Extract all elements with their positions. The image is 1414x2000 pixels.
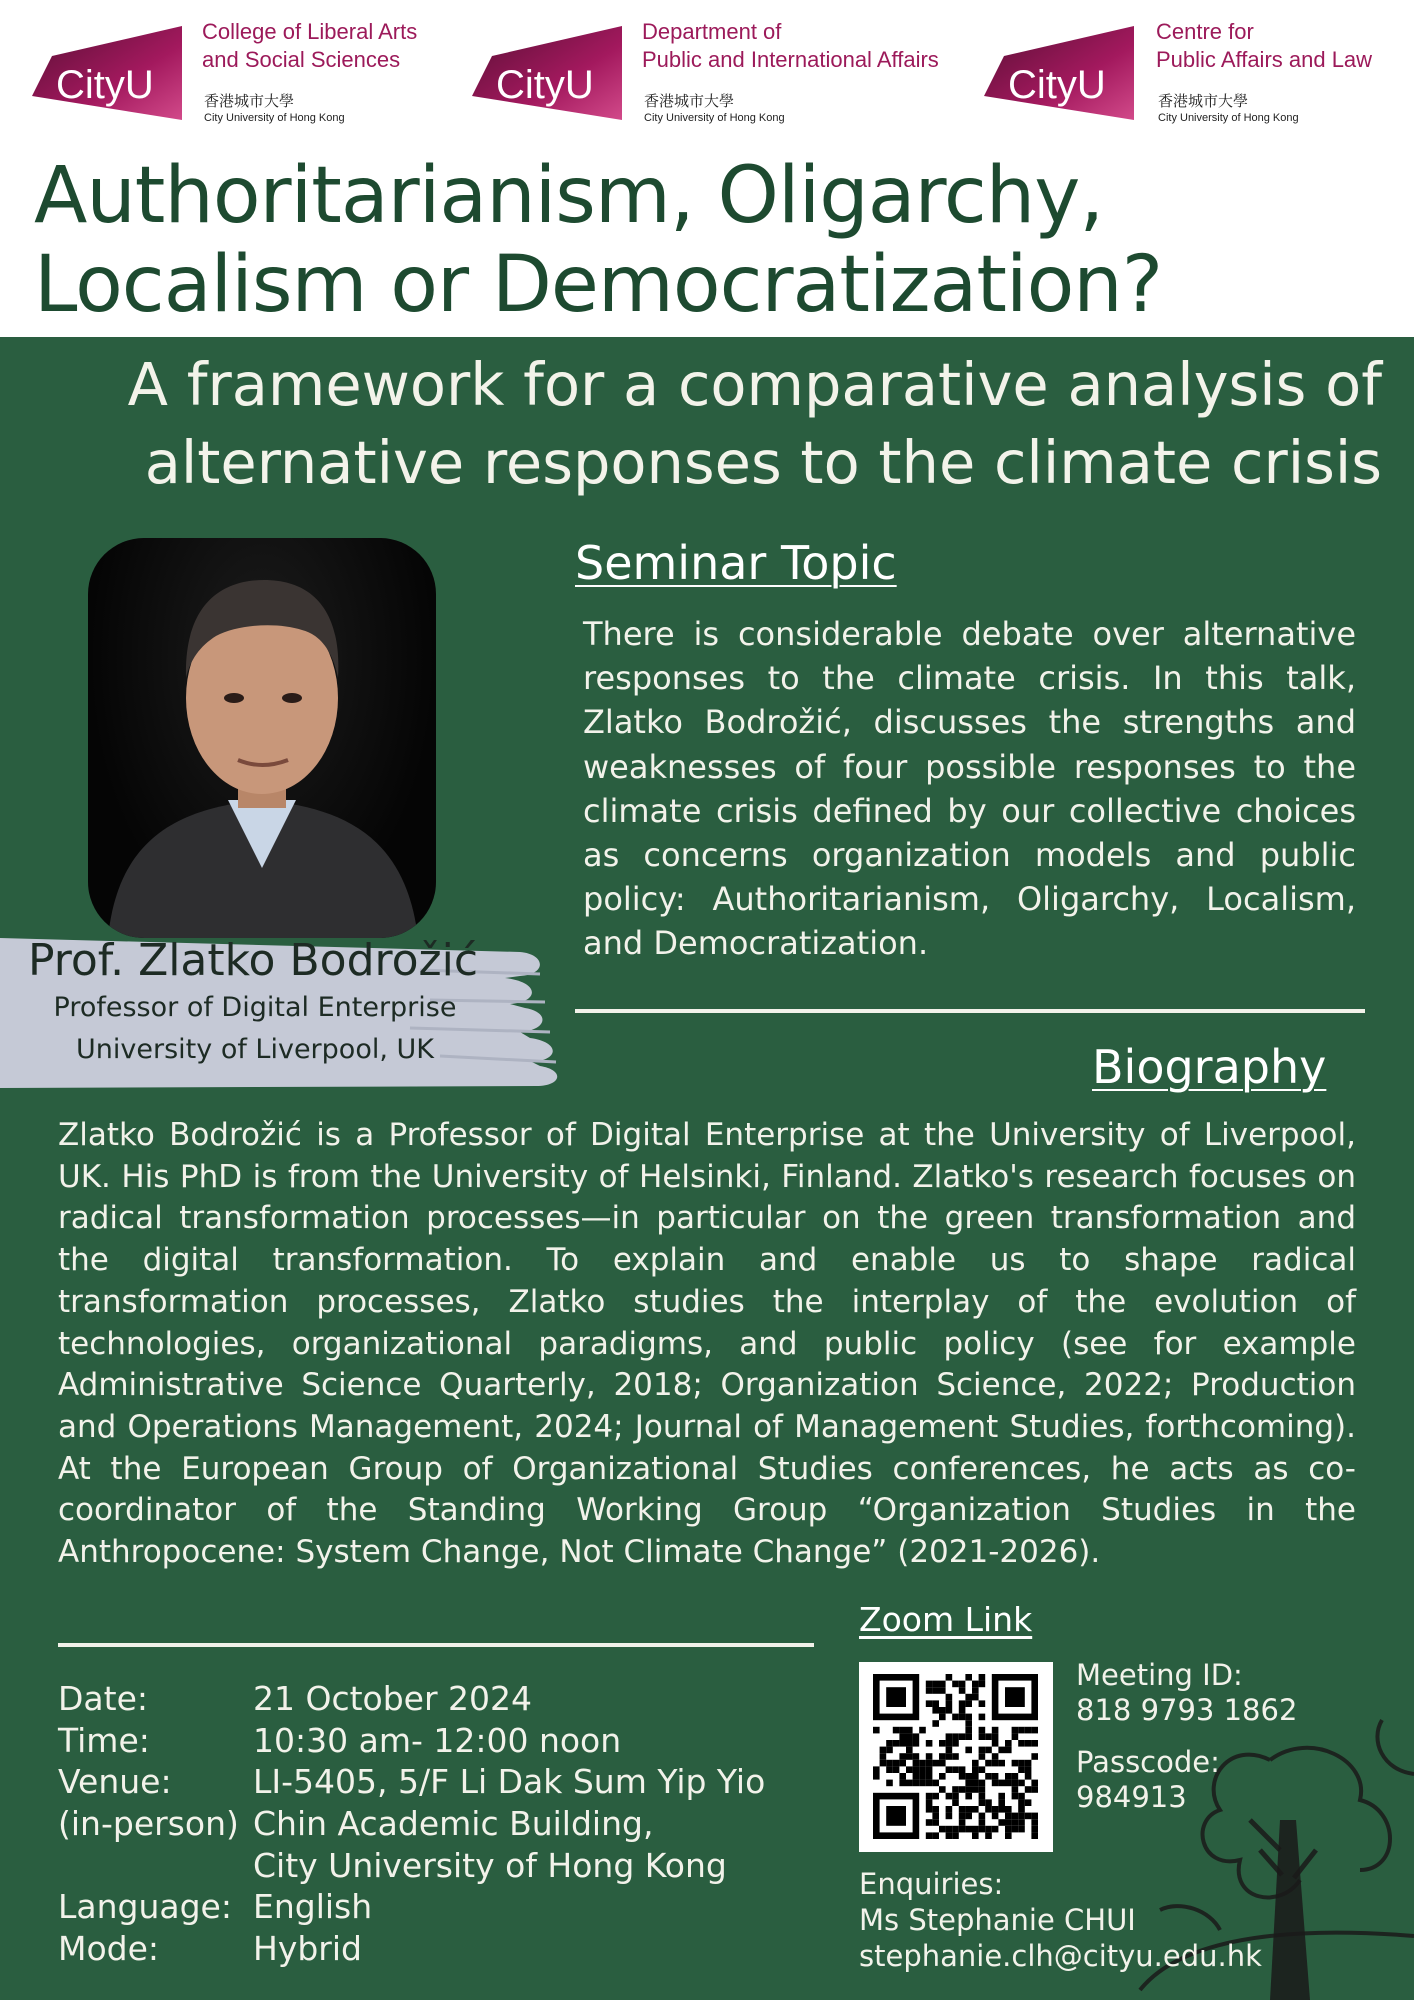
meeting-info xyxy=(1076,1658,1297,1728)
cityu-logo-icon xyxy=(32,22,182,122)
enquiries xyxy=(859,1866,1262,1974)
meeting-id-value: 818 9793 1862 xyxy=(1076,1693,1298,1727)
venue-line2: Chin Academic Building, xyxy=(253,1804,654,1844)
cityu-logo-icon xyxy=(472,22,622,122)
passcode-value: 984913 xyxy=(1076,1780,1187,1814)
logo-line1: College of Liberal Arts xyxy=(202,19,418,44)
date-value: 21 October 2024 xyxy=(253,1679,533,1718)
enquiries-label: Enquiries: xyxy=(859,1867,1004,1901)
mode-label: Mode: xyxy=(58,1929,160,1969)
speaker-photo xyxy=(88,538,436,938)
title-line1: Authoritarianism, Oligarchy, xyxy=(34,151,1104,241)
passcode-info xyxy=(1076,1745,1220,1815)
qr-code[interactable] xyxy=(859,1662,1053,1852)
language-label: Language: xyxy=(58,1887,232,1927)
logo-line2: Public and International Affairs xyxy=(642,47,939,72)
biography-heading: Biography xyxy=(1092,1040,1327,1094)
qr-code-icon xyxy=(859,1662,1053,1852)
logo-line2: Public Affairs and Law xyxy=(1156,47,1373,72)
cityu-logo-icon xyxy=(984,22,1134,122)
svg-text:CityU: CityU xyxy=(496,63,594,107)
enquiries-contact-name: Ms Stephanie CHUI xyxy=(859,1903,1136,1937)
logo-line1: Centre for xyxy=(1156,19,1254,44)
divider xyxy=(575,1009,1365,1013)
svg-text:CityU: CityU xyxy=(56,63,154,107)
logo-university: City University of Hong Kong xyxy=(1158,112,1299,124)
biography-text: Zlatko Bodrožić is a Professor of Digital Enterprise at the University of Liverpool, UK. His PhD is from the University of Helsinki, Finland. Zlatko's research focuses on radical transformation processes—in particular on the green transformation and the digital transformation. To explain and enable us to shape radical transformation processes, Zlatko studies the interplay of the evolution of technologies, organizational paradigms, and public policy (see for example Administrative Science Quarterly, 2018; Organization Science, 2022; Production and Operations Management, 2024; Journal of Management Studies, forthcoming). At the European Group of Organizational Studies conferences, he acts as co-coordinator of the Standing Working Group “Organization Studies in the Anthropocene: System Change, Not Climate Change” (2021-2026). xyxy=(58,1117,1356,1571)
logo-line2: and Social Sciences xyxy=(202,47,401,72)
venue-line3: City University of Hong Kong xyxy=(253,1845,727,1885)
speaker-portrait-icon xyxy=(88,538,436,938)
logo-line1: Department of xyxy=(642,19,782,44)
logo-centre-law xyxy=(984,18,1404,138)
logo-public-affairs xyxy=(472,18,962,138)
poster-title xyxy=(34,152,1394,330)
language-value: English xyxy=(253,1887,373,1927)
logo-chinese: 香港城市大學 xyxy=(644,93,735,110)
venue-mode-label: (in-person) xyxy=(58,1804,239,1844)
speaker-affiliation: University of Liverpool, UK xyxy=(76,1034,434,1065)
venue-line1: LI-5405, 5/F Li Dak Sum Yip Yio xyxy=(253,1762,766,1802)
poster-subtitle xyxy=(20,346,1382,502)
svg-text:CityU: CityU xyxy=(1008,63,1106,107)
date-label: Date: xyxy=(58,1679,148,1718)
mode-value: Hybrid xyxy=(253,1929,362,1969)
seminar-topic-heading: Seminar Topic xyxy=(575,536,897,590)
subtitle-line1: A framework for a comparative analysis of xyxy=(127,350,1382,419)
enquiries-email[interactable]: stephanie.clh@cityu.edu.hk xyxy=(859,1939,1262,1973)
seminar-description: There is considerable debate over alternative responses to the climate crisis. In this talk, Zlatko Bodrožić, discusses the strengths and weaknesses of four possible responses to the climate crisis defined by our collective choices as concerns organization models and public policy: Authoritarianism, Oligarchy, Localism, and Democratization. xyxy=(583,615,1356,963)
speaker-title: Professor of Digital Enterprise xyxy=(53,992,457,1023)
subtitle-line2: alternative responses to the climate crisis xyxy=(144,428,1382,497)
logo-chinese: 香港城市大學 xyxy=(204,93,295,110)
logo-liberal-arts xyxy=(32,18,452,138)
time-label: Time: xyxy=(58,1720,150,1760)
logo-university: City University of Hong Kong xyxy=(204,112,345,124)
logo-chinese: 香港城市大學 xyxy=(1158,93,1249,110)
venue-label: Venue: xyxy=(58,1762,172,1802)
title-line2: Localism or Democratization? xyxy=(34,240,1163,330)
zoom-link[interactable]: Zoom Link xyxy=(859,1600,1033,1639)
logo-university: City University of Hong Kong xyxy=(644,112,785,124)
passcode-label: Passcode: xyxy=(1076,1745,1220,1779)
speaker-name: Prof. Zlatko Bodrožić xyxy=(28,935,479,986)
time-value: 10:30 am- 12:00 noon xyxy=(253,1720,622,1760)
divider xyxy=(58,1643,814,1647)
meeting-id-label: Meeting ID: xyxy=(1076,1658,1243,1692)
